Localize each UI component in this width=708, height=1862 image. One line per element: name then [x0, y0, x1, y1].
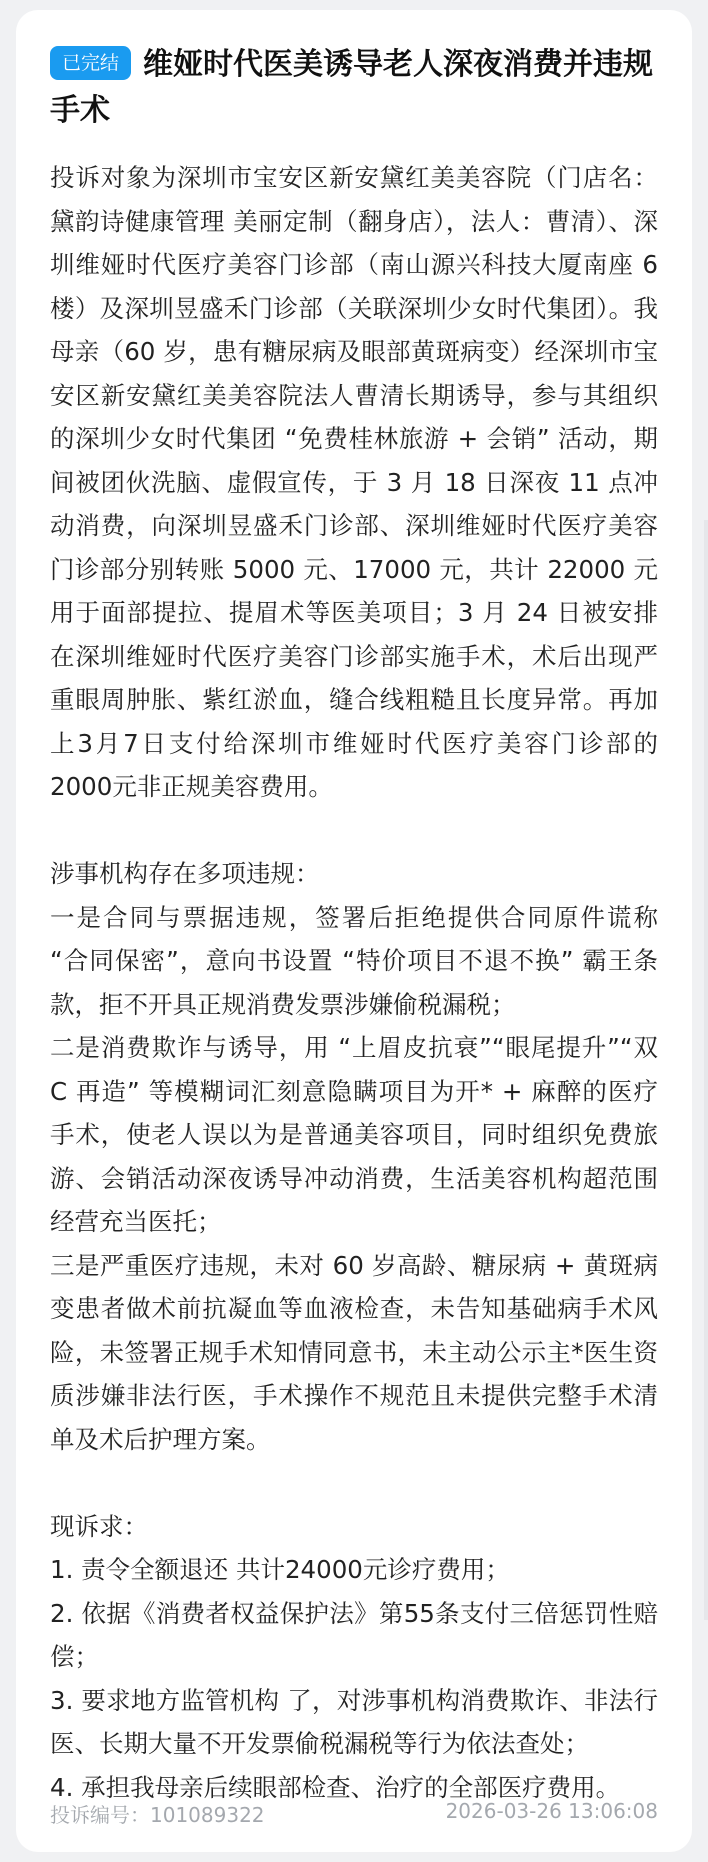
paragraph: 二是消费欺诈与诱导，用 “上眉皮抗衰”“眼尾提升”“双 C 再造” 等模糊词汇刻意隐瞒项目为开* + 麻醉的医疗手术，使老人误以为是普通美容项目，同时组织免费旅游、会销活动深夜诱导冲动消费，生活美容机构超范围经营充当医托；: [50, 1033, 658, 1236]
paragraph: 2. 依据《消费者权益保护法》第55条支付三倍惩罚性赔偿；: [50, 1598, 658, 1671]
complaint-footer: [50, 1799, 658, 1828]
complaint-title: [50, 42, 658, 134]
complaint-timestamp: 2026-03-26 13:06:08: [445, 1799, 658, 1823]
complaint-number: 投诉编号：101089322: [50, 1803, 265, 1827]
paragraph-gap: [50, 809, 658, 853]
paragraph: 4. 承担我母亲后续眼部检查、治疗的全部医疗费用。: [50, 1772, 621, 1802]
paragraph: 现诉求：: [50, 1511, 148, 1541]
complaint-card: [16, 10, 692, 1852]
paragraph: 投诉对象为深圳市宝安区新安黛红美美容院（门店名：黛韵诗健康管理 美丽定制（翻身店），法人：曹清）、深圳维娅时代医疗美容门诊部（南山源兴科技大厦南座 6 楼）及深圳昱盛禾门诊部（关联深圳少女时代集团）。我母亲（60 岁，患有糖尿病及眼部黄斑病变）经深圳市宝安区新安黛红美美容院法人曹清长期诱导，参与其组织的深圳少女时代集团 “免费桂林旅游 + 会销” 活动，期间被团伙洗脑、虚假宣传，于 3 月 18 日深夜 11 点冲动消费，向深圳昱盛禾门诊部、深圳维娅时代医疗美容门诊部分别转账 5000 元、17000 元，共计 22000 元用于面部提拉、提眉术等医美项目；3 月 24 日被安排在深圳维娅时代医疗美容门诊部实施手术，术后出现严重眼周肿胀、紫红淤血，缝合线粗糙且长度异常。再加上3月7日支付给深圳市维娅时代医疗美容门诊部的2000元非正规美容费用。: [50, 163, 658, 801]
paragraph-gap: [50, 1461, 658, 1505]
paragraph: 涉事机构存在多项违规：: [50, 859, 320, 888]
paragraph: 3. 要求地方监管机构 了，对涉事机构消费欺诈、非法行医、长期大量不开发票偷税漏税等行为依法查处；: [50, 1685, 658, 1758]
paragraph: 一是合同与票据违规，签署后拒绝提供合同原件谎称 “合同保密”，意向书设置 “特价项目不退不换” 霸王条款，拒不开具正规消费发票涉嫌偷税漏税；: [50, 902, 658, 1019]
status-badge: 已完结: [50, 46, 131, 80]
paragraph: 三是严重医疗违规，未对 60 岁高龄、糖尿病 + 黄斑病变患者做术前抗凝血等血液检查，未告知基础病手术风险，未签署正规手术知情同意书，未主动公示主*医生资质涉嫌非法行医，手术操作不规范且未提供完整手术清单及术后护理方案。: [50, 1250, 658, 1454]
title-text: 维娅时代医美诱导老人深夜消费并违规手术: [50, 47, 654, 128]
paragraph: 1. 责令全额退还 共计24000元诊疗费用；: [50, 1555, 510, 1584]
scroll-edge: [704, 520, 708, 1620]
complaint-body: [50, 156, 658, 1809]
